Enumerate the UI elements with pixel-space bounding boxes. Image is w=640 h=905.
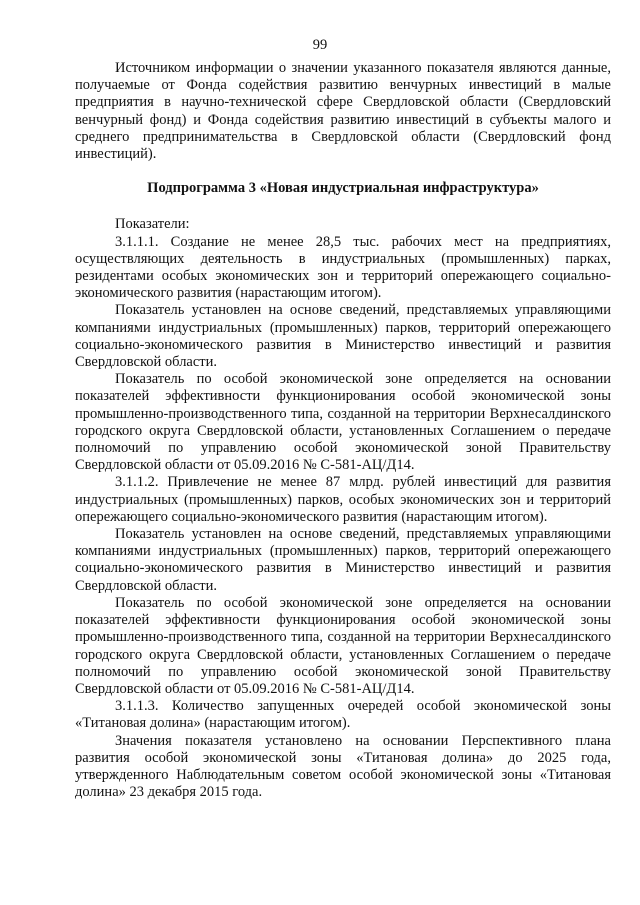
indicator-3-1-1-2-sez-note: Показатель по особой экономической зоне определяется на основании показателей эффективности функционирования особой экономической зоны промышленно-производственного типа, созданной на территории Верхнесалдинского городского округа Свердловской области, установленных Соглашением о передаче полномочий по управлению особой экономической зоной Правительству Свердловской области от 05.09.2016 № С-581-АЦ/Д14. [75, 594, 611, 697]
indicator-3-1-1-3: 3.1.1.3. Количество запущенных очередей особой экономической зоны «Титановая долина» (нарастающим итогом). [75, 698, 611, 732]
indicator-3-1-1-1-source: Показатель установлен на основе сведений, представляемых управляющими компаниями индустриальных (промышленных) парков, территорий опережающего социально-экономического развития в Министерство инвестиций и развития Свердловской области. [75, 302, 611, 371]
intro-paragraph: Источником информации о значении указанного показателя являются данные, получаемые от Фонда содействия развитию венчурных инвестиций в малые предприятия в научно-технической сфере Свердловской области (Свердловский венчурный фонд) и Фонда содействия развитию инвестиций в субъекты малого и среднего предпринимательства в Свердловской области (Свердловский фонд инвестиций). [75, 60, 611, 163]
indicators-label: Показатели: [115, 216, 190, 233]
indicator-3-1-1-1-sez-note: Показатель по особой экономической зоне определяется на основании показателей эффективности функционирования особой экономической зоны промышленно-производственного типа, созданной на территории Верхнесалдинского городского округа Свердловской области, установленных Соглашением о передаче полномочий по управлению особой экономической зоной Правительству Свердловской области от 05.09.2016 № С-581-АЦ/Д14. [75, 371, 611, 474]
indicator-3-1-1-2-source: Показатель установлен на основе сведений, представляемых управляющими компаниями индустриальных (промышленных) парков, территорий опережающего социально-экономического развития в Министерство инвестиций и развития Свердловской области. [75, 526, 611, 594]
subprogram-heading: Подпрограмма 3 «Новая индустриальная инфраструктура» [147, 180, 539, 197]
indicator-3-1-1-3-source: Значения показателя установлено на основании Перспективного плана развития особой экономической зоны «Титановая долина» до 2025 года, утвержденного Наблюдательным советом особой экономической зоны «Титановая долина» 23 декабря 2015 года. [75, 732, 611, 801]
page-number: 99 [312, 37, 328, 53]
indicator-3-1-1-2: 3.1.1.2. Привлечение не менее 87 млрд. рублей инвестиций для развития индустриальных (промышленных) парков, особых экономических зон и территорий опережающего социально-экономического развития (нарастающим итогом). [75, 474, 611, 525]
document-body [75, 60, 611, 801]
indicator-3-1-1-1: 3.1.1.1. Создание не менее 28,5 тыс. рабочих мест на предприятиях, осуществляющих деятельность в индустриальных (промышленных) парках, резидентами особых экономических зон и территорий опережающего социально-экономического развития (нарастающим итогом). [75, 233, 611, 302]
